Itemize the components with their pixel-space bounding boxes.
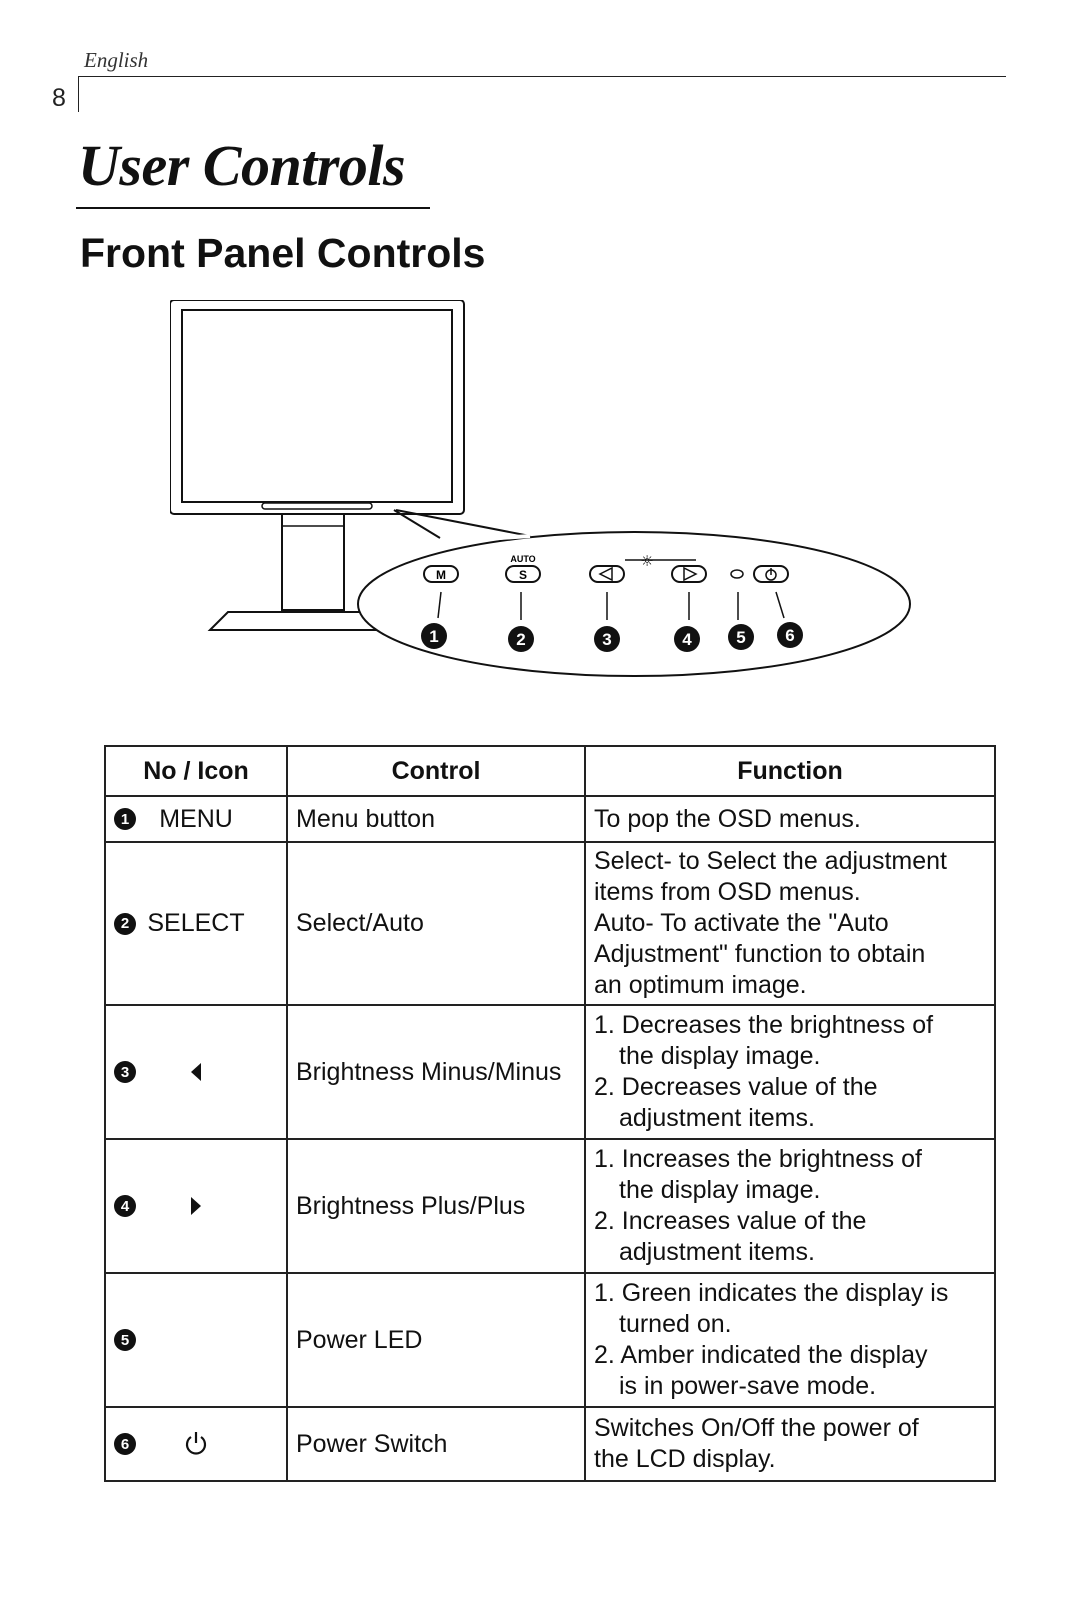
callout-number-5 bbox=[728, 624, 754, 650]
header-language: English bbox=[84, 48, 149, 72]
controls-table bbox=[104, 745, 996, 1482]
row-no-icon bbox=[105, 1005, 287, 1139]
svg-text:4: 4 bbox=[682, 630, 692, 649]
row-function: To pop the OSD menus. bbox=[585, 796, 995, 842]
page-number: 8 bbox=[52, 84, 66, 112]
header-rule bbox=[78, 76, 1006, 77]
menu-button-label: M bbox=[436, 568, 446, 582]
row-number: 4 bbox=[114, 1195, 136, 1217]
right-triangle-icon bbox=[136, 1196, 256, 1216]
callout-number-3 bbox=[594, 626, 620, 652]
row-no-icon bbox=[105, 796, 287, 842]
table-row bbox=[105, 1139, 995, 1273]
callout-bubble bbox=[358, 532, 910, 676]
minus-button-shape bbox=[590, 566, 624, 582]
callout-number-4 bbox=[674, 626, 700, 652]
table-row bbox=[105, 1407, 995, 1481]
row-number: 6 bbox=[114, 1433, 136, 1455]
callout-number-1 bbox=[421, 623, 447, 649]
row-no-icon bbox=[105, 1139, 287, 1273]
callout-number-2 bbox=[508, 626, 534, 652]
table-header-row bbox=[105, 746, 995, 796]
row-control: Brightness Minus/Minus bbox=[287, 1005, 585, 1139]
monitor-illustration bbox=[170, 300, 930, 700]
table-row bbox=[105, 796, 995, 842]
row-number: 3 bbox=[114, 1061, 136, 1083]
svg-text:5: 5 bbox=[736, 628, 746, 647]
row-control: Menu button bbox=[287, 796, 585, 842]
row-function: 1. Green indicates the display is turned on. 2. Amber indicated the display is in power-save mode. bbox=[585, 1273, 995, 1407]
header-divider bbox=[78, 76, 79, 112]
select-button-label: S bbox=[518, 568, 528, 582]
row-no-icon bbox=[105, 842, 287, 1005]
page-title: User Controls bbox=[78, 133, 406, 198]
row-control: Power Switch bbox=[287, 1407, 585, 1481]
power-led-shape bbox=[731, 570, 743, 578]
row-function: 1. Decreases the brightness of the display image. 2. Decreases value of the adjustment items. bbox=[585, 1005, 995, 1139]
table-row bbox=[105, 1273, 995, 1407]
row-function: Select- to Select the adjustment items from OSD menus. Auto- To activate the "Auto Adjustment" function to obtain an optimum image. bbox=[585, 842, 995, 1005]
left-triangle-icon bbox=[136, 1062, 256, 1082]
svg-text:2: 2 bbox=[516, 630, 526, 649]
table-row bbox=[105, 842, 995, 1005]
plus-button-shape bbox=[672, 566, 706, 582]
monitor-buttons-strip bbox=[262, 503, 372, 509]
power-icon bbox=[136, 1431, 256, 1457]
brightness-icon: ☼ bbox=[640, 552, 654, 570]
svg-text:1: 1 bbox=[429, 627, 439, 646]
row-control: Select/Auto bbox=[287, 842, 585, 1005]
row-number: 5 bbox=[114, 1329, 136, 1351]
section-title: Front Panel Controls bbox=[80, 230, 486, 276]
svg-text:6: 6 bbox=[785, 626, 795, 645]
row-control: Brightness Plus/Plus bbox=[287, 1139, 585, 1273]
header-no-icon: No / Icon bbox=[105, 746, 287, 796]
row-number: 2 bbox=[114, 913, 136, 935]
row-no-icon bbox=[105, 1407, 287, 1481]
row-function: 1. Increases the brightness of the display image. 2. Increases value of the adjustment items. bbox=[585, 1139, 995, 1273]
monitor-figure bbox=[170, 300, 930, 700]
header-control: Control bbox=[287, 746, 585, 796]
row-number: 1 bbox=[114, 808, 136, 830]
svg-text:3: 3 bbox=[602, 630, 612, 649]
row-function: Switches On/Off the power of the LCD display. bbox=[585, 1407, 995, 1481]
title-underline bbox=[76, 207, 430, 209]
header-function: Function bbox=[585, 746, 995, 796]
monitor-screen bbox=[182, 310, 452, 502]
row-icon-text: SELECT bbox=[147, 909, 245, 937]
callout-number-6 bbox=[777, 622, 803, 648]
row-icon-text: MENU bbox=[159, 804, 233, 833]
table-row bbox=[105, 1005, 995, 1139]
monitor-neck bbox=[282, 514, 344, 610]
row-control: Power LED bbox=[287, 1273, 585, 1407]
row-no-icon bbox=[105, 1273, 287, 1407]
auto-label: AUTO bbox=[510, 554, 536, 564]
